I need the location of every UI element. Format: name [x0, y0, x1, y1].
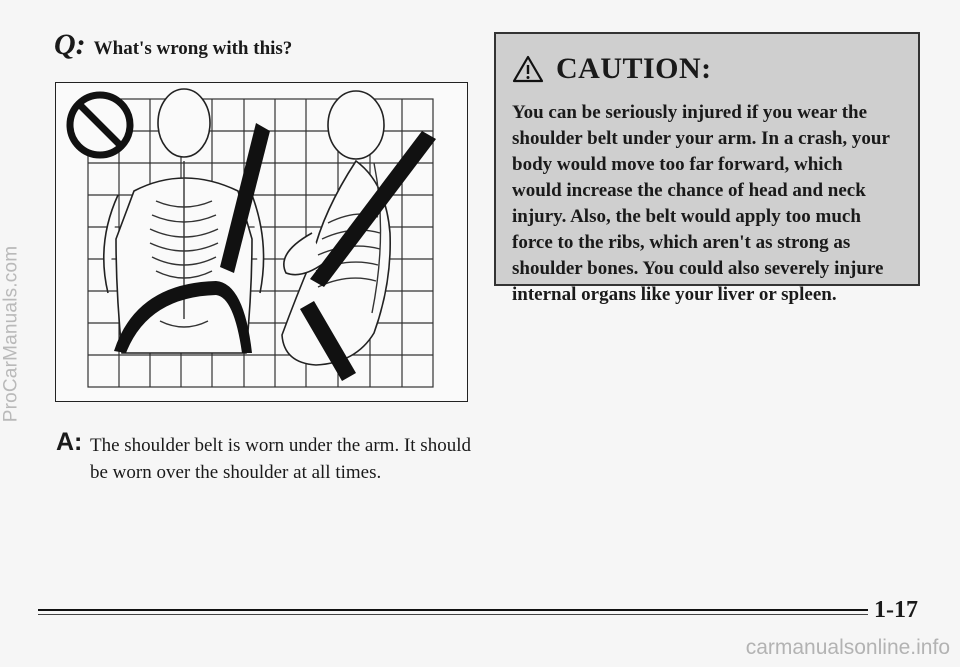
footer-rule-thick — [38, 609, 868, 611]
question-marker: Q: — [54, 28, 86, 61]
watermark-bottom: carmanualsonline.info — [745, 636, 950, 659]
prohibited-sign-icon — [70, 95, 130, 155]
watermark-left-text: ProCarManuals.com — [0, 245, 22, 422]
caution-box — [494, 32, 920, 305]
seatbelt-illustration — [55, 82, 468, 402]
answer-text: The shoulder belt is worn under the arm. It should be worn over the shoulder at all times. — [90, 435, 471, 483]
footer-rule-thin — [38, 614, 868, 615]
caution-body: You can be seriously injured if you wear the shoulder belt under your arm. In a crash, your body would move too far forward, which would increase the chance of head and neck injury. Also, the belt would apply too much force to the ribs, which aren't as strong as shoulder bones. You could also severely injure internal organs like your liver or spleen. — [512, 102, 890, 305]
caution-header — [512, 52, 894, 86]
warning-triangle-icon — [512, 55, 544, 83]
answer-marker: A: — [56, 428, 83, 456]
page-number: 1-17 — [874, 597, 918, 623]
caution-title: CAUTION: — [556, 52, 712, 85]
watermark-left — [0, 0, 22, 667]
question-text: What's wrong with this? — [93, 38, 293, 59]
question-line — [54, 28, 292, 62]
answer-line — [56, 428, 476, 486]
